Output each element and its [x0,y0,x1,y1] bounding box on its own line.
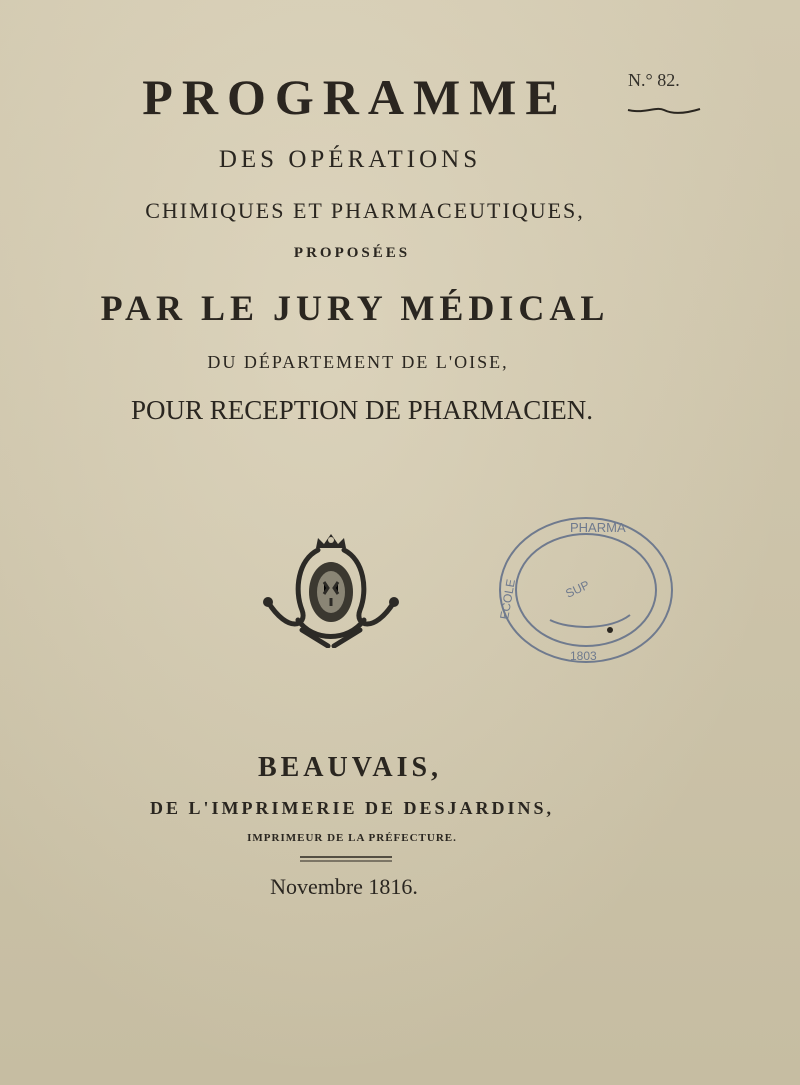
document-title: PROGRAMME [142,69,568,125]
stamp-year-text: 1803 [570,649,597,663]
subtitle-proposed: PROPOSÉES [293,245,411,261]
stamp-inner-text: SUP [563,577,592,601]
subtitle-department: DU DÉPARTEMENT DE L'OISE, [207,352,509,372]
stamp-side-text: ECOLE [497,578,519,621]
imprint-printer: DE L'IMPRIMERIE DE DESJARDINS, [149,798,555,818]
imprint-city: BEAUVAIS, [257,752,443,783]
stamp-top-text: PHARMA [570,520,626,535]
plate-number-rule [626,104,702,116]
imprint-double-rule [300,856,392,862]
subtitle-medical-jury: PAR LE JURY MÉDICAL [100,288,610,328]
imprint-printer-role: IMPRIMEUR DE LA PRÉFECTURE. [247,832,457,844]
library-stamp [490,510,682,670]
subtitle-reception: POUR RECEPTION DE PHARMACIEN. [130,395,594,425]
subtitle-operations: DES OPÉRATIONS [218,146,482,173]
royal-arms-emblem-icon [258,530,404,648]
plate-number: N.° 82. [628,70,680,90]
imprint-date: Novembre 1816. [270,874,418,899]
subtitle-chemical-pharmaceutical: CHIMIQUES ET PHARMACEUTIQUES, [145,198,585,223]
